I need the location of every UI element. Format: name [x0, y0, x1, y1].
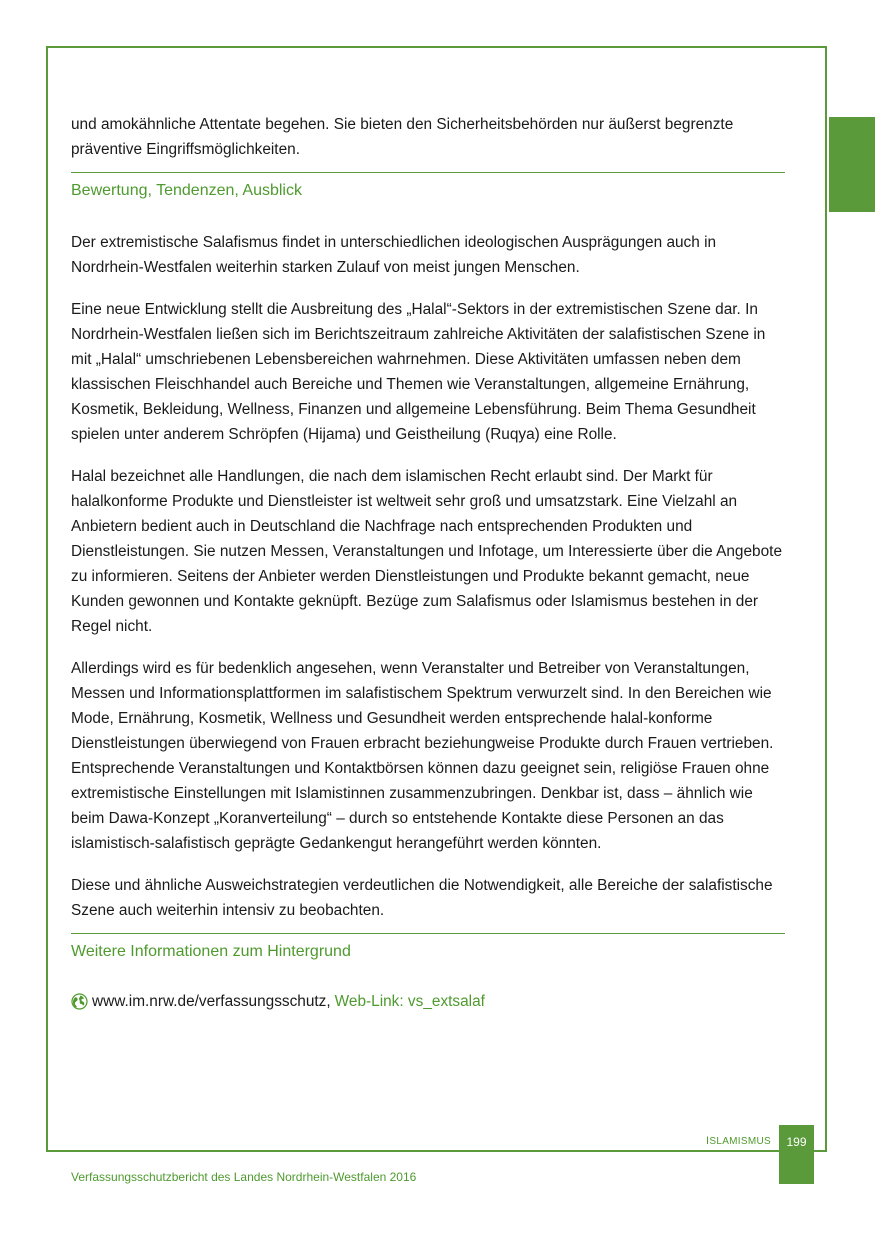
- section-divider: [71, 172, 785, 173]
- section-heading-assessment: Bewertung, Tendenzen, Ausblick: [71, 182, 302, 199]
- section-heading-more-info: Weitere Informationen zum Hintergrund: [71, 943, 351, 960]
- chapter-label: ISLAMISMUS: [706, 1135, 771, 1147]
- paragraph-salafism-growth: Der extremistische Salafismus findet in unterschiedlichen ideologischen Ausprägungen auch in Nordrhein-Westfalen weiterhin starken Zulauf von meist jungen Menschen.: [71, 234, 717, 276]
- main-content: [71, 112, 785, 1014]
- paragraph-halal-sector: Eine neue Entwicklung stellt die Ausbreitung des „Halal“-Sektors in der extremistischen Szene dar. In Nordrhein-Westfalen ließen sich im Berichtszeitraum zahlreiche Aktivitäten der salafistischen Szene in mit „Halal“ umschriebenen Lebensbereichen wahrnehmen. Diese Aktivitäten umfassen neben dem klassischen Fleischhandel auch Bereiche und Themen wie Veranstaltungen, allgemeine Ernährung, Kosmetik, Bekleidung, Wellness, Finanzen und allgemeine Lebensführung. Beim Thema Gesundheit spielen unter anderem Schröpfen (Hijama) und Geistheilung (Ruqya) eine Rolle.: [71, 301, 766, 443]
- reference-links: [71, 989, 785, 1014]
- paragraph-concerns: Allerdings wird es für bedenklich angesehen, wenn Veranstalter und Betreiber von Veranstaltungen, Messen und Informationsplattformen im salafistischem Spektrum verwurzelt sind. In den Bereichen wie Mode, Ernährung, Kosmetik, Wellness und Gesundheit werden entsprechende halal-konforme Dienstleistungen überwiegend von Frauen erbracht beziehungweise Produkte durch Frauen vertrieben. Entsprechende Veranstaltungen und Kontaktbörsen können dazu geeignet sein, religiöse Frauen ohne extremistische Einstellungen mit Islamistinnen zusammenzubringen. Denkbar ist, dass – ähnlich wie beim Dawa-Konzept „Koranverteilung“ – durch so entstehende Kontakte diese Personen an das islamistisch-salafistisch geprägte Gedankengut herangeführt werden könnten.: [71, 660, 774, 852]
- website-url[interactable]: www.im.nrw.de/verfassungsschutz,: [92, 993, 331, 1010]
- intro-paragraph: und amokähnliche Attentate begehen. Sie bieten den Sicherheitsbehörden nur äußerst begrenzte präventive Eingriffsmöglichkeiten.: [71, 116, 734, 158]
- paragraph-halal-definition: Halal bezeichnet alle Handlungen, die nach dem islamischen Recht erlaubt sind. Der Markt für halalkonforme Produkte und Dienstleister ist weltweit sehr groß und umsatzstark. Eine Vielzahl an Anbietern bedient auch in Deutschland die Nachfrage nach entsprechenden Produkten und Dienstleistungen. Sie nutzen Messen, Veranstaltungen und Infotage, um Interessierte über die Angebote zu informieren. Seitens der Anbieter werden Dienstleistungen und Produkte bekannt gemacht, neue Kunden gewonnen und Kontakte geknüpft. Bezüge zum Salafismus oder Islamismus bestehen in der Regel nicht.: [71, 468, 783, 635]
- globe-icon: [71, 993, 88, 1010]
- report-title-footer: Verfassungsschutzbericht des Landes Nordrhein-Westfalen 2016: [71, 1170, 417, 1184]
- page-number: 199: [779, 1125, 814, 1184]
- chapter-tab-marker: [829, 117, 875, 212]
- web-link-vs-extsalaf[interactable]: Web-Link: vs_extsalaf: [334, 993, 485, 1010]
- paragraph-conclusion: Diese und ähnliche Ausweichstrategien verdeutlichen die Notwendigkeit, alle Bereiche der salafistische Szene auch weiterhin intensiv zu beobachten.: [71, 877, 773, 919]
- section-divider-2: [71, 933, 785, 934]
